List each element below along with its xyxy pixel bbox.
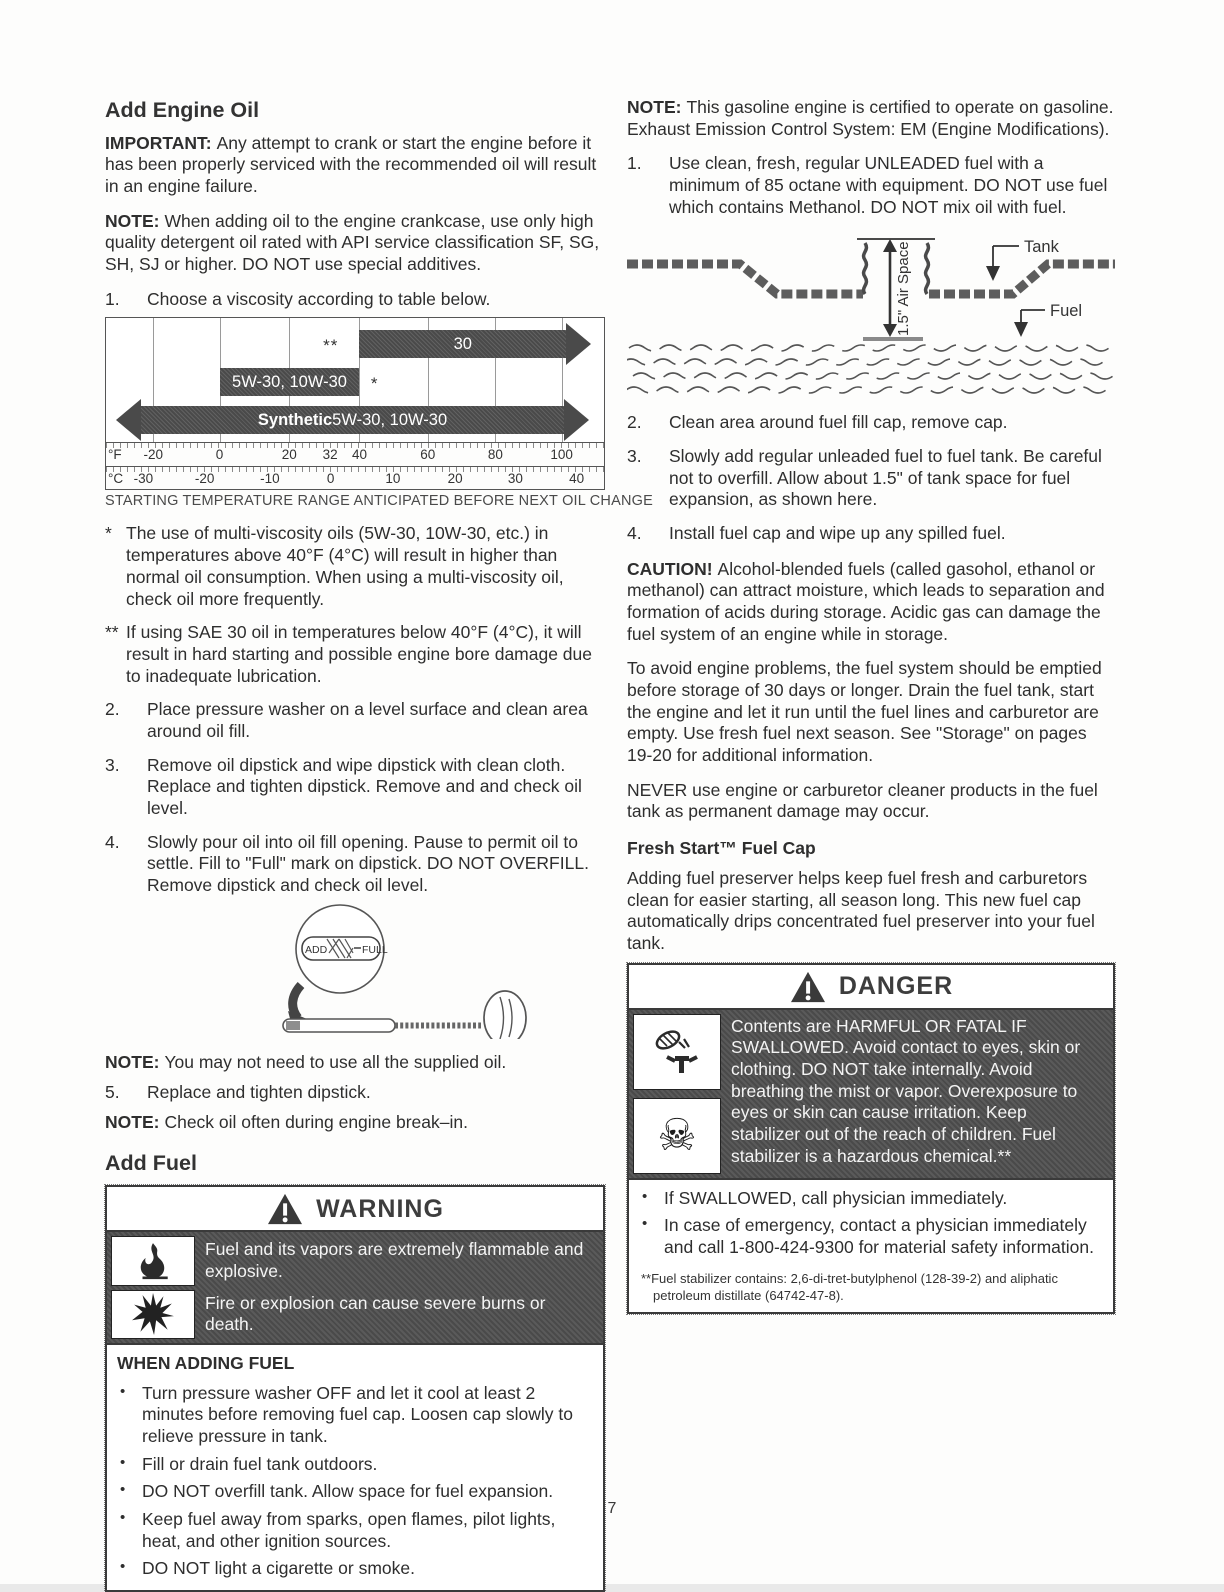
right-arrowhead	[564, 399, 589, 441]
caution-label: CAUTION!	[627, 558, 713, 579]
c-tick: -30	[133, 471, 154, 487]
list-number: 2.	[627, 412, 642, 433]
list-number: 3.	[105, 754, 120, 775]
fuel-leader-line	[1021, 310, 1045, 324]
c-tick: 10	[385, 471, 401, 487]
list-number: 3.	[627, 445, 642, 466]
viscosity-plot-area	[105, 317, 605, 443]
warning-row-flammable	[111, 1236, 599, 1285]
dipstick-add-label: ADD	[305, 943, 328, 956]
c-tick: 0	[326, 471, 335, 487]
list-number: 1.	[627, 153, 642, 174]
right-column	[627, 97, 1115, 1314]
danger-text: Contents are HARMFUL OR FATAL IF SWALLOWED. Avoid contact to eyes, skin or clothing. DO NOT take internally. Avoid breathing the mist or vapor. Overexposure to eyes or skin can cause irritation. Keep stabilizer out of the reach of children. Fuel stabilizer is a hazardous chemical.**	[731, 1015, 1081, 1166]
list-item-4	[627, 523, 1115, 545]
right-arrowhead	[566, 323, 591, 365]
caution-paragraph	[627, 559, 1115, 646]
oil-note3-paragraph	[105, 1112, 605, 1134]
list-text: Slowly pour oil into oil fill opening. Pause to permit oil to settle. Fill to "Full" mark on dipstick. DO NOT OVERFILL. Remove dipstick and check oil level.	[147, 831, 589, 896]
list-text: Remove oil dipstick and wipe dipstick with clean cloth. Replace and tighten dipstick. Remove and and check oil level.	[147, 754, 582, 818]
tank-wall	[627, 264, 1115, 294]
temperature-ruler	[105, 443, 605, 490]
footnote-double-asterisk	[105, 622, 605, 687]
warning-row-explosion	[111, 1290, 599, 1339]
f-tick: 40	[351, 447, 367, 463]
stabilizer-fineprint: **Fuel stabilizer contains: 2,6-di-tret-butylphenol (128-39-2) and aliphatic petroleum distillate (64742-47-8).	[641, 1270, 1058, 1303]
note-text: This gasoline engine is certified to operate on gasoline. Exhaust Emission Control System: EM (Engine Modifications).	[627, 97, 1114, 139]
bullet-text: • If SWALLOWED, call physician immediately.	[664, 1187, 1008, 1208]
warning-box	[105, 1185, 605, 1592]
celsius-unit-label: °C	[108, 471, 124, 487]
c-tick: 20	[447, 471, 463, 487]
caution-text: Alcohol-blended fuels (called gasohol, ethanol or methanol) can attract moisture, which leads to separation and formation of acids during storage. Acidic gas can damage the fuel system of an engine while in storage.	[627, 558, 1105, 644]
list-number: 5.	[105, 1082, 120, 1103]
danger-header	[629, 965, 1113, 1010]
celsius-scale	[106, 466, 604, 489]
danger-bullet	[639, 1188, 1103, 1210]
list-text: Place pressure washer on a level surface and clean area around oil fill.	[147, 699, 588, 741]
when-adding-fuel-title: WHEN ADDING FUEL	[117, 1352, 295, 1373]
list-text: Use clean, fresh, regular UNLEADED fuel with a minimum of 85 octane with equipment. DO NOT use fuel which contains Methanol. DO NOT mix oil with fuel.	[669, 153, 1108, 217]
dipstick-illustration	[255, 901, 605, 1045]
list-number: 1.	[105, 288, 120, 309]
footnote-marker: **	[105, 622, 119, 643]
f-tick: 100	[550, 447, 573, 463]
chart-caption: STARTING TEMPERATURE RANGE ANTICIPATED BEFORE NEXT OIL CHANGE	[105, 493, 653, 510]
curved-arrow-icon	[293, 985, 301, 1018]
warning-text: Fuel and its vapors are extremely flammable and explosive.	[205, 1239, 584, 1281]
list-number: 4.	[627, 522, 642, 543]
danger-triangle-icon	[789, 970, 827, 1004]
f-tick: 60	[420, 447, 436, 463]
band-label: 30	[453, 335, 472, 354]
danger-body	[629, 1010, 1113, 1178]
oil-note2-paragraph	[105, 1052, 605, 1074]
f-tick: 0	[215, 447, 224, 463]
list-item-4	[105, 832, 605, 897]
list-text: Replace and tighten dipstick.	[147, 1082, 371, 1103]
list-text: Choose a viscosity according to table below.	[147, 288, 491, 309]
tank-label: Tank	[1024, 238, 1059, 257]
never-cleaner-paragraph: NEVER use engine or carburetor cleaner products in the fuel tank as permanent damage may occur.	[627, 779, 1098, 822]
freshstart-subheading: Fresh Start™ Fuel Cap	[627, 838, 816, 859]
oil-viscosity-chart	[105, 317, 653, 511]
c-tick: 30	[507, 471, 523, 487]
list-number: 4.	[105, 831, 120, 852]
list-text: Slowly add regular unleaded fuel to fuel tank. Be careful not to overfill. Allow about 1.5" of tank space for fuel expansion, as shown here.	[669, 445, 1102, 510]
note-text: Check oil often during engine break–in.	[164, 1111, 468, 1132]
note-label: NOTE:	[627, 97, 682, 117]
note-text: When adding oil to the engine crankcase, use only high quality detergent oil rated with API service classification SF, SG, SH, SJ or higher. DO NOT use special additives.	[105, 210, 600, 275]
section-heading-add-fuel: Add Fuel	[105, 1150, 197, 1175]
flame-icon	[111, 1236, 195, 1285]
fahrenheit-unit-label: °F	[108, 447, 122, 463]
list-item-2	[627, 412, 1115, 434]
bullet-text: • Turn pressure washer OFF and let it cool at least 2 minutes before removing fuel cap. Loosen cap slowly to relieve pressure in tank.	[142, 1382, 573, 1446]
note-label: NOTE:	[105, 210, 160, 231]
explosion-icon	[111, 1290, 195, 1339]
f-tick: 20	[281, 447, 297, 463]
note-label: NOTE:	[105, 1111, 160, 1132]
important-paragraph	[105, 133, 605, 198]
list-item-1	[105, 289, 605, 311]
list-item-5	[105, 1082, 605, 1104]
fuel-surface-waves	[627, 345, 1113, 393]
chemical-harm-icon	[633, 1014, 721, 1090]
list-item-3	[627, 446, 1115, 511]
band-synthetic	[141, 406, 564, 434]
tank-leader-line	[993, 246, 1019, 268]
fuel-bullet	[117, 1383, 593, 1448]
footnote-text: The use of multi-viscosity oils (5W-30, 10W-30, etc.) in temperatures above 40°F (4°C) will result in higher than normal oil consumption. When using a multi-viscosity oil, check oil more frequently.	[126, 523, 564, 609]
bullet-text: • DO NOT overfill tank. Allow space for fuel expansion.	[142, 1481, 554, 1502]
left-column	[105, 97, 653, 1592]
warning-title: WARNING	[316, 1194, 444, 1223]
c-tick: -10	[260, 471, 280, 487]
c-tick: 40	[569, 471, 585, 487]
left-arrowhead	[116, 399, 141, 441]
band-label: 5W-30, 10W-30	[332, 411, 448, 430]
bullet-text: • Keep fuel away from sparks, open flames, pilot lights, heat, and other ignition sources.	[142, 1509, 556, 1551]
important-text: Any attempt to crank or start the engine before it has been properly serviced with the recommended oil will result in an engine failure.	[105, 132, 597, 197]
list-item-2	[105, 699, 605, 742]
sae30-footnote-marker: **	[323, 336, 339, 356]
danger-box	[627, 963, 1115, 1315]
air-space-arrow	[863, 239, 923, 339]
f-tick: 32	[322, 447, 338, 463]
section-heading-add-engine-oil: Add Engine Oil	[105, 98, 260, 122]
storage-paragraph: To avoid engine problems, the fuel system should be emptied before storage of 30 days or longer. Drain the fuel tank, start the engine and let it run until the fuel lines and carburetor are empty. Use fresh fuel next season. See "Storage" on pages 19-20 for additional information.	[627, 658, 1102, 766]
band-5w30-10w30	[220, 368, 360, 396]
list-number: 2.	[105, 699, 120, 720]
dipstick-full-label: FULL	[362, 943, 388, 956]
list-item-3	[105, 755, 605, 820]
fuel-note-paragraph	[627, 97, 1115, 140]
fuel-bullet	[117, 1454, 593, 1476]
band-label: 5W-30, 10W-30	[232, 373, 347, 392]
note-label: NOTE:	[105, 1052, 160, 1073]
multiviscosity-footnote-marker: *	[370, 374, 379, 394]
danger-title: DANGER	[838, 972, 954, 1001]
when-adding-fuel-section	[107, 1343, 603, 1590]
fuel-label: Fuel	[1050, 302, 1083, 321]
band-label-bold: Synthetic	[257, 411, 333, 430]
f-tick: 80	[487, 447, 503, 463]
warning-text: Fire or explosion can cause severe burns or death.	[205, 1292, 546, 1335]
warning-triangle-icon	[266, 1192, 304, 1226]
note-text: You may not need to use all the supplied oil.	[164, 1052, 507, 1073]
fuel-tank-diagram	[627, 224, 1115, 402]
warning-body	[107, 1232, 603, 1343]
important-label: IMPORTANT:	[105, 132, 212, 153]
warning-header	[107, 1187, 603, 1232]
list-item-1	[627, 153, 1115, 218]
footnote-marker: *	[105, 523, 112, 544]
fahrenheit-scale	[106, 443, 604, 466]
freshstart-paragraph: Adding fuel preserver helps keep fuel fresh and carburetors clean for easier starting, all season long. This new fuel cap automatically drips concentrated fuel preserver into your fuel tank.	[627, 867, 1095, 953]
danger-bullet	[639, 1215, 1103, 1258]
bullet-text: • In case of emergency, contact a physician immediately and call 1-800-424-9300 for material safety information.	[664, 1215, 1094, 1257]
bullet-text: • Fill or drain fuel tank outdoors.	[142, 1453, 378, 1474]
f-tick: -20	[143, 447, 164, 463]
footnote-single-asterisk	[105, 523, 605, 610]
bullet-text: • DO NOT light a cigarette or smoke.	[142, 1558, 415, 1579]
skull-crossbones-icon: ☠	[633, 1098, 721, 1174]
c-tick: -20	[194, 471, 215, 487]
band-sae-30	[359, 330, 566, 358]
air-space-label: 1.5" Air Space	[895, 241, 912, 337]
fuel-bullet	[117, 1558, 593, 1580]
footnote-text: If using SAE 30 oil in temperatures below 40°F (4°C), it will result in hard starting and possible engine bore damage due to inadequate lubrication.	[126, 622, 593, 686]
danger-icon-tiles	[633, 1014, 721, 1174]
page-number: 7	[607, 1500, 617, 1517]
list-text: Install fuel cap and wipe up any spilled fuel.	[669, 522, 1006, 543]
danger-bullets	[629, 1178, 1113, 1269]
list-text: Clean area around fuel fill cap, remove cap.	[669, 412, 1008, 433]
oil-note-paragraph	[105, 211, 605, 276]
